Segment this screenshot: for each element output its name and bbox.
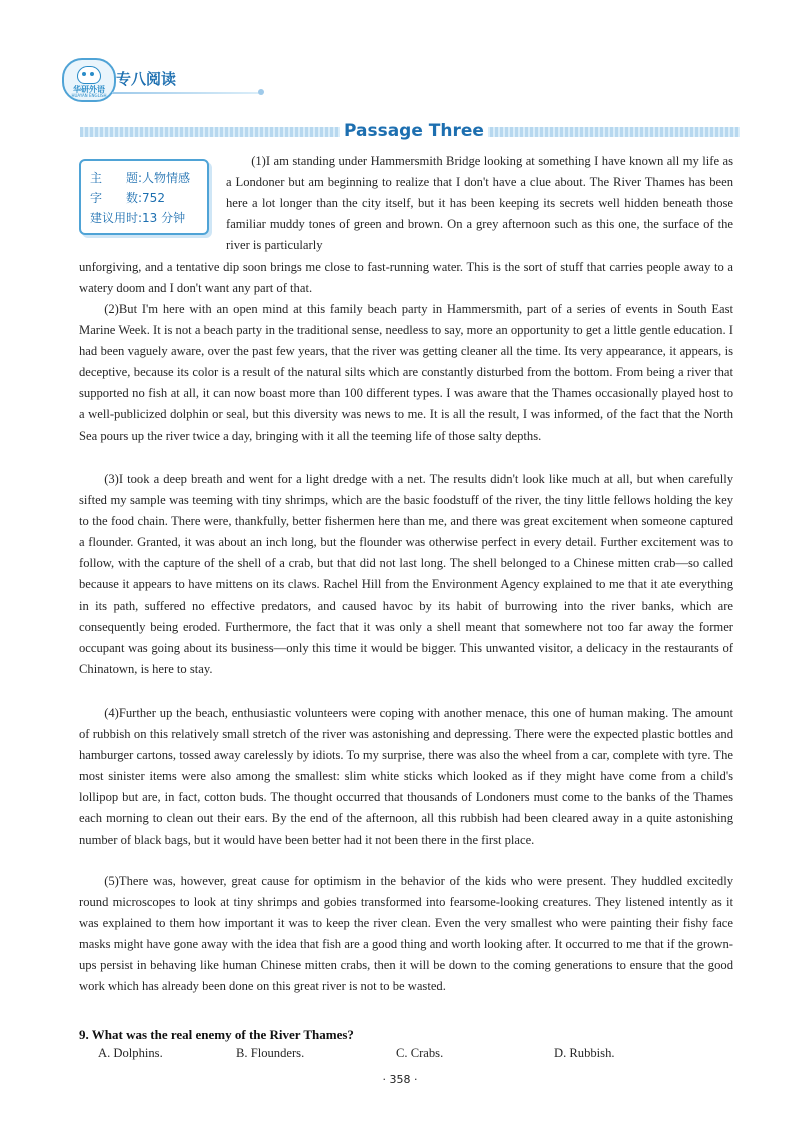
info-suggested-time: 建议用时:13 分钟 [90, 211, 186, 225]
paragraph-4: (4)Further up the beach, enthusiastic volunteers were coping with another menace, this one of human making. The amount of rubbish on this relatively small stretch of the river was astonishing and depressing. There were the expected plastic bottles and hamburger cartons, tossed away carelessly by idiots. To my surprise, there was also the wheel from a car, complete with tyre. The most sinister items were also among the smallest: slim white sticks which looked as if they might have come from a child's lollipop but are, in fact, cotton buds. The thought occurred that thousands of Londoners must come to the banks of the Thames each morning to clean out their ears. By the end of the afternoon, all this rubbish had been cleared away in a quite astonishing number of black bags, but it would have been better had it not been there in the first place. [79, 706, 733, 847]
option-b[interactable]: B. Flounders. [236, 1046, 305, 1060]
paragraph-3: (3)I took a deep breath and went for a light dredge with a net. The results didn't look like much at all, but when carefully sifted my sample was teeming with tiny shrimps, which are the basic foodstuff of the river, the tiny little fellows holding the key to the food chain. There were, thankfully, better fishermen here than me, and there was great excitement when someone captured a flounder. Granted, it was about an inch long, but the flounder was otherwise perfect in every detail. Further excitement was to follow, with the capture of the shell of a crab, but that did not last long. The shell belonged to a Chinese mitten crab—so called because it appears to have mittens on its claws. Rachel Hill from the Environment Agency explained to me that it ate everything in its path, suffered no effective predators, and caused havoc by its habit of burrowing into the river banks, which are consequently being eroded. Furthermore, the fact that it was only a shell meant that somewhere not too far away the former occupant was going about its business—only this time it would be bigger. This unwanted visitor, a delicacy in the restaurants of Chinatown, is here to stay. [79, 472, 733, 676]
logo-subtext: HUAYAN ENGLISH [71, 93, 107, 98]
paragraph-1-rest: unforgiving, and a tentative dip soon brings me close to fast-running water. This is the sort of stuff that carries people away to a watery doom and I don't want any part of that. [79, 260, 733, 296]
info-topic: 主 题:人物情感 [90, 171, 191, 185]
publisher-logo [62, 58, 116, 102]
passage-info-box [79, 159, 209, 235]
section-label: 专八阅读 [116, 70, 177, 88]
header-divider [112, 92, 262, 94]
option-d[interactable]: D. Rubbish. [554, 1046, 615, 1060]
page-number: · 358 · [382, 1073, 418, 1086]
paragraph-5: (5)There was, however, great cause for optimism in the behavior of the kids who were present. They huddled excitedly round microscopes to look at tiny shrimps and gobies transformed into fearsome-looking creatures. They listened intently as it was explained to them how important it was to keep the river clean. Even the very smallest who were painting their fishy face masks might have gone away with the idea that fish are a good thing and worth looking after. It occurred to me that if the grown-ups persist in behaving like human Chinese mitten crabs, then it will be down to the coming generations to ensure that the good work which has already been done on this great river is not to be wasted. [79, 874, 733, 994]
logo-text: 华研外语 [73, 85, 105, 94]
question-9: 9. What was the real enemy of the River Thames? [79, 1027, 354, 1042]
option-c[interactable]: C. Crabs. [396, 1046, 444, 1060]
option-a[interactable]: A. Dolphins. [98, 1046, 163, 1060]
paragraph-2: (2)But I'm here with an open mind at this family beach party in Hammersmith, part of a series of events in South East Marine Week. It is not a beach party in the traditional sense, needless to say, more an opportunity to get a little gentle education. I had been vaguely aware, over the past few years, that the river was getting cleaner all the time. Its very appearance, it appears, is deceptive, because its color is a result of the natural silts which are constantly disturbed from the bottom. From being a river that supported no fish at all, it can now boast more than 100 different types. I was aware that the Thames occasionally played host to a well-publicized dolphin or seal, but this diversity was news to me. It is all the result, I was informed, of the fact that the North Sea pours up the river twice a day, bringing with it all the teeming life of those salty depths. [79, 302, 733, 443]
frog-mascot-icon [77, 66, 101, 84]
paragraph-1-top: (1)I am standing under Hammersmith Bridge looking at something I have known all my life as a Londoner but am beginning to realize that I don't have a clue about. The River Thames has been here a lot longer than the city itself, but it has been keeping its secrets well hidden beneath those familiar muddy tones of green and brown. On a grey afternoon such as this one, the surface of the river is particularly [226, 154, 733, 253]
info-word-count: 字 数:752 [90, 191, 165, 205]
page-header [62, 58, 742, 108]
passage-title: Passage Three [340, 118, 488, 144]
header-divider-dot [258, 89, 264, 95]
